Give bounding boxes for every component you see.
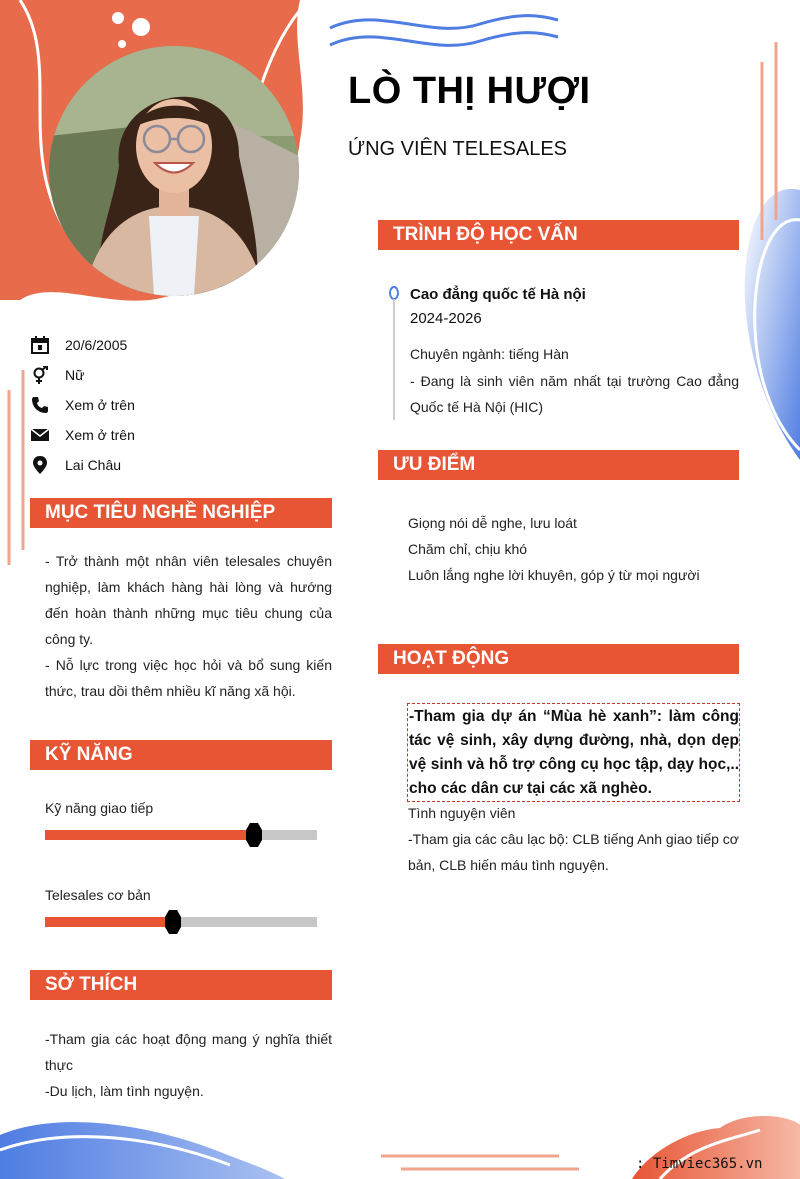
phone-text: Xem ở trên [65,397,135,413]
info-address [30,454,330,476]
activity-role: Tình nguyện viên [408,805,516,821]
info-birthday [30,334,330,356]
skills-heading: KỸ NĂNG [30,740,332,770]
mail-icon [30,425,50,445]
strengths-heading: ƯU ĐIỂM [378,450,739,480]
activity-highlight[interactable]: -Tham gia dự án “Mùa hè xanh”: làm công tác vệ sinh, xây dựng đường, nhà, dọn dẹp vệ sinh và hỗ trợ công cụ học tập, dạy học,.. cho các dân cư tại các xã nghèo. [407,703,740,802]
calendar-icon [30,335,50,355]
candidate-name: LÒ THỊ HƯỢI [348,70,591,112]
skill-name: Telesales cơ bản [45,887,151,903]
education-description: - Đang là sinh viên năm nhất tại trường Cao đẳng Quốc tế Hà Nội (HIC) [410,373,739,415]
objective-heading: MỤC TIÊU NGHỀ NGHIỆP [30,498,332,528]
skill-bar-fill [45,830,254,840]
footer-brand: : Timviec365.vn [636,1156,763,1172]
info-gender [30,364,330,386]
activities-heading: HOẠT ĐỘNG [378,644,739,674]
education-years: 2024-2026 [410,310,482,327]
strength-item: Chăm chỉ, chịu khó [408,541,528,557]
activities-text [408,800,739,878]
hobbies-text [45,1026,332,1104]
skill-bar-handle [165,910,181,934]
hobby-line: -Du lịch, làm tình nguyện. [45,1083,204,1099]
skill-bar [45,917,317,927]
education-heading: TRÌNH ĐỘ HỌC VẤN [378,220,739,250]
skill-name: Kỹ năng giao tiếp [45,800,154,816]
skill-bar-fill [45,917,173,927]
skill-bar [45,830,317,840]
phone-icon [30,395,50,415]
objective-text [45,548,332,704]
skill-bar-handle [246,823,262,847]
email-text: Xem ở trên [65,427,135,443]
info-email [30,424,330,446]
objective-line: - Nỗ lực trong việc học hỏi và bổ sung kiến thức, trau dồi thêm nhiều kĩ năng xã hội. [45,657,332,699]
birthday-text: 20/6/2005 [65,337,128,353]
strength-item: Giọng nói dễ nghe, lưu loát [408,515,577,531]
gender-icon [30,365,50,385]
info-phone [30,394,330,416]
education-major: Chuyên ngành: tiếng Hàn [410,346,569,362]
education-school: Cao đẳng quốc tế Hà nội [410,286,586,303]
hobbies-heading: SỞ THÍCH [30,970,332,1000]
objective-line: - Trở thành một nhân viên telesales chuyên nghiệp, làm khách hàng hài lòng và hướng đến hoàn thành những mục tiêu chung của công ty. [45,553,332,647]
strength-item: Luôn lắng nghe lời khuyên, góp ý từ mọi người [408,567,700,583]
hobby-line: -Tham gia các hoạt động mang ý nghĩa thiết thực [45,1031,332,1073]
address-text: Lai Châu [65,457,122,473]
activity-clubs: -Tham gia các câu lạc bộ: CLB tiếng Anh giao tiếp cơ bản, CLB hiến máu tình nguyện. [408,831,739,873]
candidate-position: ỨNG VIÊN TELESALES [348,138,568,160]
footer-brand-text: Timviec365.vn [652,1156,763,1172]
map-pin-icon [30,455,50,475]
profile-photo [49,46,299,296]
gender-text: Nữ [65,367,85,383]
